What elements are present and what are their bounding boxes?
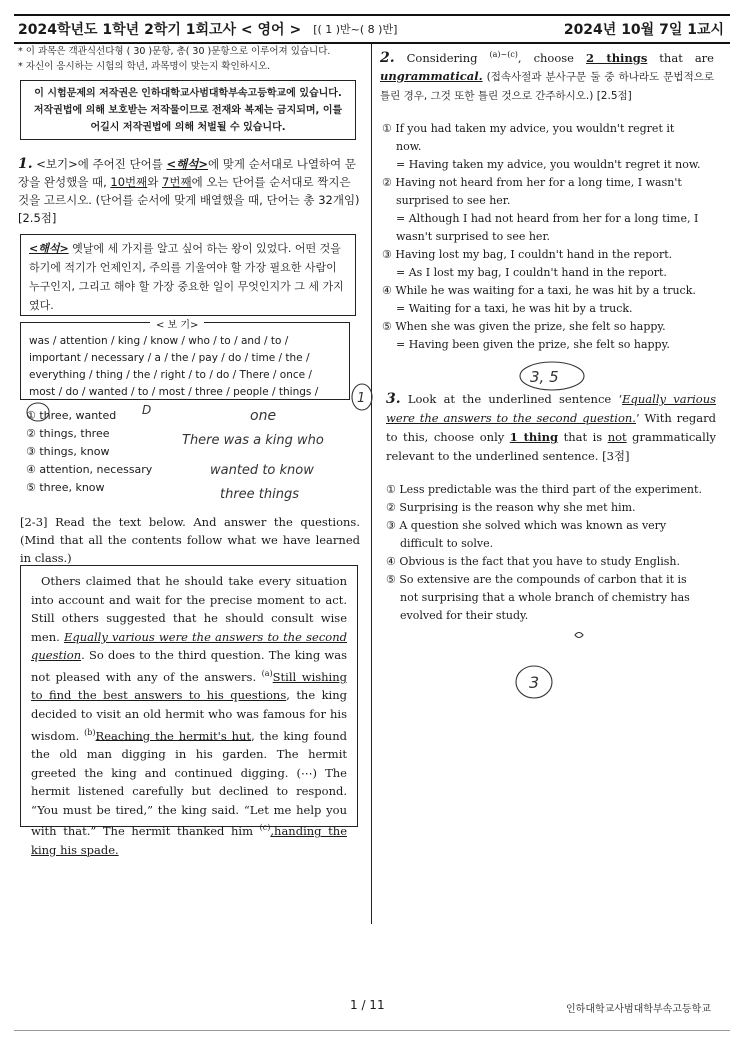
marker-b: (b) xyxy=(84,727,96,737)
exam-title: 2024학년도 1학년 2학기 1회고사 < 영어 > xyxy=(18,22,302,38)
question-number: 3. xyxy=(386,391,401,407)
translation-label: <해석> xyxy=(29,242,69,255)
underlined-a: Still wishing to find the best answers to his questions xyxy=(31,669,347,703)
handwritten-one: one xyxy=(250,408,277,424)
quoted-sentence: Equally various were the answers to the second question. xyxy=(386,392,717,425)
q3-handwritten-answer: 3 xyxy=(529,673,540,692)
question-1-prompt: 1. <보기>에 주어진 단어를 <해석>에 맞게 순서대로 나열하여 문장을 완성했을 때, 10번째와 7번째에 오는 단어를 순서대로 짝지은 것을 고르시오. (단어를 순서에 맞게 배열했을 때, 단어는 총 32개임) [2.5점] xyxy=(18,156,360,225)
option-item[interactable]: ④ While he was waiting for a taxi, he was hit by a truck. = Waiting for a taxi, he was hit by a truck. xyxy=(382,284,696,315)
choice-item[interactable]: ⑤ three, know xyxy=(26,481,105,494)
question-number: 2. xyxy=(380,49,395,66)
option-item[interactable]: ① Less predictable was the third part of the experiment. xyxy=(386,483,702,496)
q1-handwritten-answer: 1 xyxy=(357,391,366,406)
marker-c: (c) xyxy=(259,823,271,833)
option-item[interactable]: ④ Obvious is the fact that you have to study English. xyxy=(386,555,680,568)
word-bank-label: < 보 기> xyxy=(150,316,204,331)
underlined-c: ,handing the king his spade. xyxy=(31,824,347,857)
copyright-box: 이 시험문제의 저작권은 인하대학교사범대학부속고등학교에 있습니다. 저작권법에 의해 보호받는 저작물이므로 전재와 복제는 금지되며, 이를 어길시 저작권법에 의해 처벌될 수 있습니다. xyxy=(20,80,356,140)
handwritten-sentence: wanted to know xyxy=(210,463,314,478)
scribble-mark xyxy=(575,633,583,638)
underlined-sentence: Equally various were the answers to the second question xyxy=(31,629,347,663)
option-item[interactable]: ⑤ When she was given the prize, she felt so happy. = Having been given the prize, she felt so happy. xyxy=(382,320,670,351)
question-2-prompt: 2. Considering $^{(a)\sim(c)}$, choose 2 things that are ungrammatical. (접속사절과 분사구문 둘 중 하나라도 문법적으로 틀린 경우, 그것 또한 틀린 것으로 간주하시오.) [2.5점] xyxy=(380,49,714,102)
class-range: [( 1 )반~( 8 )반] xyxy=(313,23,398,36)
choice-item[interactable]: ① three, wanted xyxy=(26,409,117,422)
passage-instructions: [2-3] Read the text below. And answer the questions. (Mind that all the contents follow what we have learned in class.) xyxy=(20,515,360,565)
page-number: 1 / 11 xyxy=(350,998,385,1012)
translation-text: 옛날에 세 가지를 알고 싶어 하는 왕이 있었다. 어떤 것을 하기에 적기가 언제인지, 주의를 기울여야 할 가장 필요한 사람이 누구인지, 그리고 해야 할 가장 중요한 일이 무엇인지가 그 세 가지였다. xyxy=(29,242,344,312)
word-bank-text: was / attention / king / know / who / to / and / to / important / necessary / a / the / pay / do / time / the / everything / thing / the / right / to / do / There / once / most / do / wanted / to / most / three / people / things / xyxy=(29,335,319,398)
handwritten-sentence: There was a king who xyxy=(182,433,324,448)
underlined-b: Reaching the hermit's hut xyxy=(95,728,252,743)
question-3-prompt: 3. Look at the underlined sentence ‘Equally various were the answers to the second question.’ With regard to this, choose only 1 thing that is not grammatically relevant to the underlined sentence. [3점] xyxy=(386,391,717,463)
question-number: 1. xyxy=(18,156,33,172)
handwritten-sentence: three things xyxy=(220,487,300,502)
option-item[interactable]: ② Having not heard from her for a long time, I wasn't surprised to see her. = Although I had not heard from her for a long time, I wasn't surprised to see her. xyxy=(382,176,699,243)
count-emphasis: 1 thing xyxy=(509,430,559,444)
tenth-word-ref: 10번째 xyxy=(110,175,148,189)
choice-item[interactable]: ④ attention, necessary xyxy=(26,463,153,476)
not-emphasis: not xyxy=(607,430,627,444)
note-item: * 자신이 응시하는 시험의 학년, 과목명이 맞는지 확인하시오. xyxy=(18,61,271,72)
choice-item[interactable]: ③ things, know xyxy=(26,445,110,458)
question-3-options xyxy=(386,481,720,625)
question-2-options xyxy=(382,120,718,354)
note-item: * 이 과목은 객관식선다형 ( 30 )문항, 총( 30 )문항으로 이루어져 있습니다. xyxy=(18,46,331,57)
ungrammatical-emphasis: ungrammatical. xyxy=(380,68,483,83)
option-item[interactable]: ② Surprising is the reason why she met him. xyxy=(386,501,636,514)
option-item[interactable]: ③ A question she solved which was known as very difficult to solve. xyxy=(386,519,667,550)
reading-passage: Others claimed that he should take every situation into account and wait for the precise moment to act. Still others suggested that he should consult wise men. Equally various were the answers to the second question. So does to the third question. The king was not pleased with any of the answers. $^{(a)}$Still wishing to find the best answers to his questions, the king decided to visit an old hermit who was famous for his wisdom. $^{(b)}$Reaching the hermit's hut, the king found the old man digging in his garden. The hermit greeted the king and continued digging. (⋯) The hermit listened carefully but declined to respond. “You must be tired,” the king said. “Let me help you with that.” The hermit thanked him $^{(c)}$,handing the king his spade. xyxy=(20,565,358,827)
seventh-word-ref: 7번째 xyxy=(162,175,192,189)
bottom-divider xyxy=(14,1030,730,1031)
option-item[interactable]: ③ Having lost my bag, I couldn't hand in the report. = As I lost my bag, I couldn't hand in the report. xyxy=(382,248,673,279)
translation-tag-ref: <해석> xyxy=(166,157,208,171)
option-item[interactable]: ① If you had taken my advice, you wouldn't regret it now. = Having taken my advice, you wouldn't regret it now. xyxy=(382,122,701,171)
school-name: 인하대학교사범대학부속고등학교 xyxy=(566,1004,711,1015)
circle-mark xyxy=(27,403,49,421)
handwritten-d: D xyxy=(142,403,152,417)
choice-item[interactable]: ② things, three xyxy=(26,427,110,440)
exam-date: 2024년 10월 7일 1교시 xyxy=(563,22,724,38)
q2-handwritten-answer: 3, 5 xyxy=(530,368,559,386)
count-emphasis: 2 things xyxy=(586,50,648,65)
option-item[interactable]: ⑤ So extensive are the compounds of carbon that it is not surprising that a whole branch of chemistry has evolved for their study. xyxy=(386,573,690,622)
marker-a: (a) xyxy=(261,668,273,678)
